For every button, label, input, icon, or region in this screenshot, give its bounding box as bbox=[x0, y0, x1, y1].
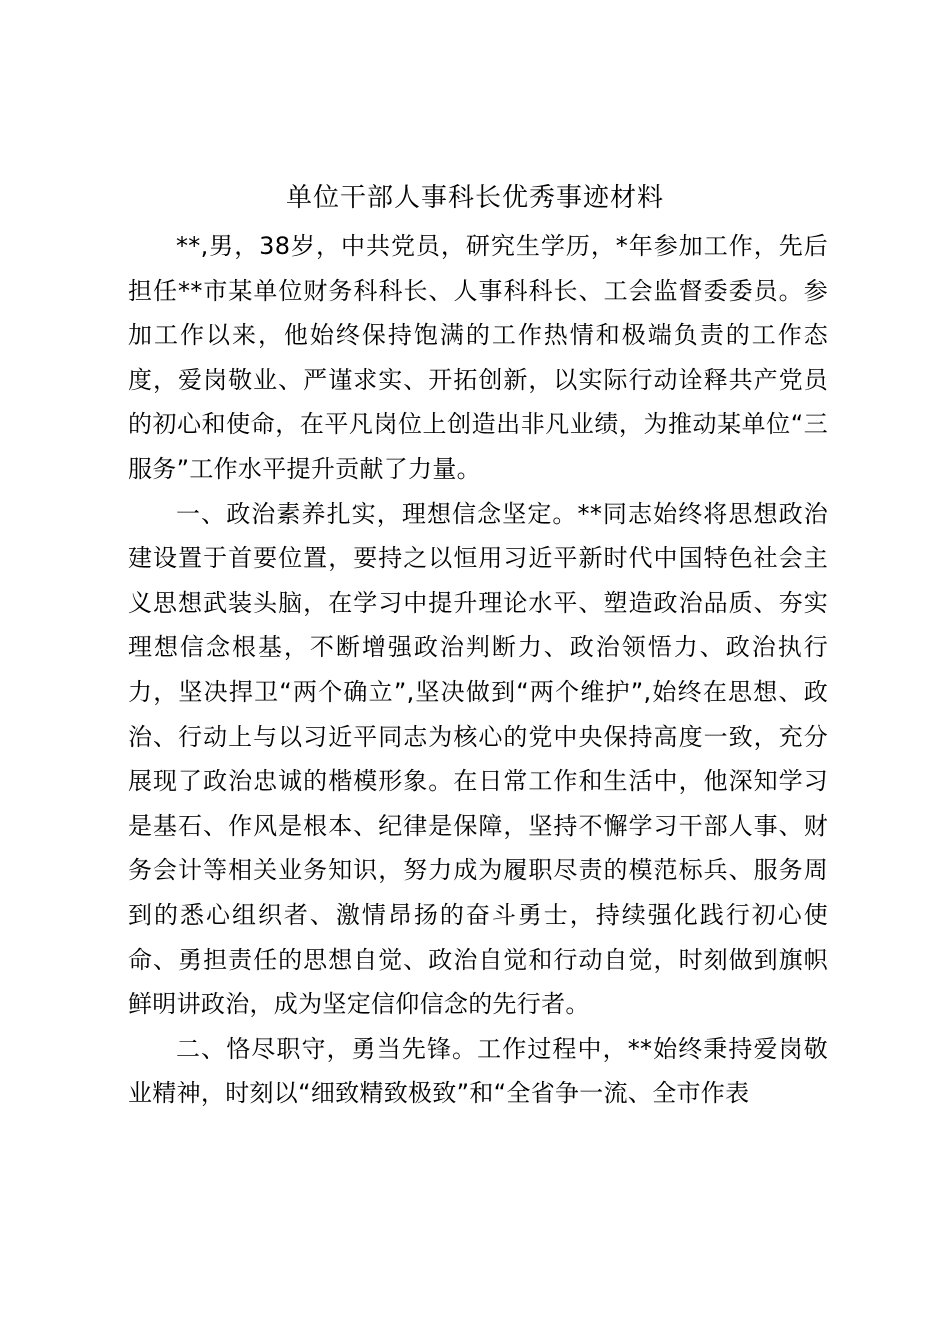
document-body bbox=[128, 224, 828, 1116]
document-title: 单位干部人事科长优秀事迹材料 bbox=[285, 183, 664, 213]
paragraph-section-one: 一、政治素养扎实，理想信念坚定。**同志始终将思想政治建设置于首要位置，要持之以恒用习近平新时代中国特色社会主义思想武装头脑，在学习中提升理论水平、塑造政治品质、夯实理想信念根基，不断增强政治判断力、政治领悟力、政治执行力，坚决捍卫“两个确立”,坚决做到“两个维护”,始终在思想、政治、行动上与以习近平同志为核心的党中央保持高度一致，充分展现了政治忠诚的楷模形象。在日常工作和生活中，他深知学习是基石、作风是根本、纪律是保障，坚持不懈学习干部人事、财务会计等相关业务知识，努力成为履职尽责的模范标兵、服务周到的悉心组织者、激情昂扬的奋斗勇士，持续强化践行初心使命、勇担责任的思想自觉、政治自觉和行动自觉，时刻做到旗帜鲜明讲政治，成为坚定信仰信念的先行者。 bbox=[128, 499, 828, 1019]
paragraph-intro: **,男，38岁，中共党员，研究生学历，*年参加工作，先后担任**市某单位财务科科长、人事科科长、工会监督委委员。参加工作以来，他始终保持饱满的工作热情和极端负责的工作态度，爱岗敬业、严谨求实、开拓创新，以实际行动诠释共产党员的初心和使命，在平凡岗位上创造出非凡业绩，为推动某单位“三服务”工作水平提升贡献了力量。 bbox=[128, 232, 828, 483]
paragraph-section-two: 二、恪尽职守，勇当先锋。工作过程中，**始终秉持爱岗敬业精神，时刻以“细致精致极致”和“全省争一流、全市作表 bbox=[128, 1034, 828, 1108]
